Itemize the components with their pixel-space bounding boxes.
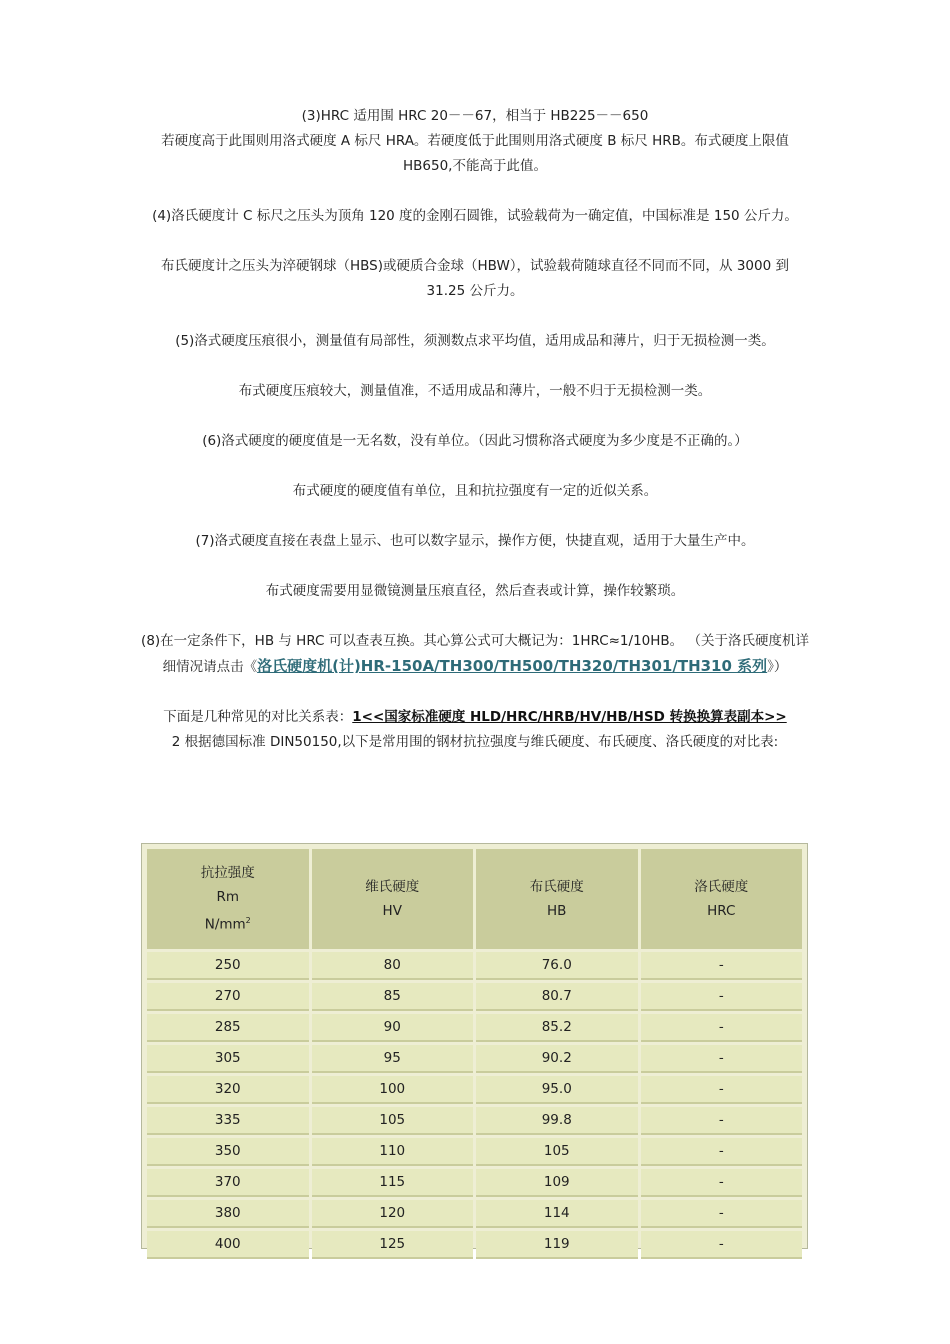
table-cell: 120 [312, 1200, 474, 1228]
table-row [147, 1076, 802, 1104]
header-tensile-strength: 抗拉强度 Rm $N/mm^2$ [147, 849, 309, 949]
table-cell: - [641, 952, 803, 980]
table-cell: 335 [147, 1107, 309, 1135]
table-cell: 90 [312, 1014, 474, 1042]
table-cell: - [641, 1076, 803, 1104]
table-cell: 99.8 [476, 1107, 638, 1135]
paragraph-6b: 布式硬度的硬度值有单位，且和抗拉强度有一定的近似关系。 [292, 483, 658, 499]
table-row [147, 1138, 802, 1166]
table-cell: 350 [147, 1138, 309, 1166]
header-vickers: 维氏硬度 HV [312, 849, 474, 949]
table-cell: - [641, 1107, 803, 1135]
table-row [147, 952, 802, 980]
table-cell: 285 [147, 1014, 309, 1042]
paragraph-7b: 布式硬度需要用显微镜测量压痕直径，然后查表或计算，操作较繁琐。 [265, 583, 685, 599]
table-cell: - [641, 1138, 803, 1166]
table-cell: 270 [147, 983, 309, 1011]
header-rockwell: 洛氏硬度 HRC [641, 849, 803, 949]
paragraph-9 [140, 705, 810, 755]
table-cell: 400 [147, 1231, 309, 1259]
table-cell: 80.7 [476, 983, 638, 1011]
table-row [147, 1169, 802, 1197]
table-cell: 109 [476, 1169, 638, 1197]
table-cell: 305 [147, 1045, 309, 1073]
table-row [147, 1107, 802, 1135]
table-cell: - [641, 983, 803, 1011]
table-header-row [147, 849, 802, 949]
table-cell: 110 [312, 1138, 474, 1166]
table-cell: - [641, 1200, 803, 1228]
table-cell: 80 [312, 952, 474, 980]
paragraph-8-text: (8)在一定条件下，HB 与 HRC 可以查表互换。其心算公式可大概记为：1HRC≈1/10HB。 （关于洛氏硬度机详细情况请点击《 [141, 633, 809, 675]
table-cell: - [641, 1045, 803, 1073]
table-cell: 125 [312, 1231, 474, 1259]
paragraph-8 [140, 629, 810, 680]
table-cell: - [641, 1169, 803, 1197]
table-row [147, 1231, 802, 1259]
paragraph-9-line2: 2 根据德国标准 DIN50150,以下是常用围的钢材抗拉强度与维氏硬度、布氏硬度、洛氏硬度的对比表: [171, 734, 779, 750]
table-cell: 250 [147, 952, 309, 980]
table-cell: - [641, 1014, 803, 1042]
paragraph-5: (5)洛式硬度压痕很小，测量值有局部性，须测数点求平均值，适用成品和薄片，归于无损检测一类。 [175, 333, 775, 349]
table-row [147, 983, 802, 1011]
table-cell: 95 [312, 1045, 474, 1073]
table-row [147, 1014, 802, 1042]
header-brinell: 布氏硬度 HB [476, 849, 638, 949]
paragraph-5b: 布式硬度压痕较大，测量值准，不适用成品和薄片，一般不归于无损检测一类。 [238, 383, 712, 399]
table-cell: 105 [476, 1138, 638, 1166]
document-body [140, 104, 810, 780]
table-cell: 119 [476, 1231, 638, 1259]
table-cell: 90.2 [476, 1045, 638, 1073]
table-cell: 370 [147, 1169, 309, 1197]
table-cell: 114 [476, 1200, 638, 1228]
paragraph-6: (6)洛式硬度的硬度值是一无名数，没有单位。（因此习惯称洛式硬度为多少度是不正确的。） [202, 433, 748, 449]
hardness-tester-link[interactable]: 洛氏硬度机(计)HR-150A/TH300/TH500/TH320/TH301/TH310 系列 [257, 657, 768, 675]
table-cell: 76.0 [476, 952, 638, 980]
table-cell: 105 [312, 1107, 474, 1135]
table-cell: 95.0 [476, 1076, 638, 1104]
table-cell: 85.2 [476, 1014, 638, 1042]
hardness-comparison-table [141, 843, 808, 1252]
table-cell: 320 [147, 1076, 309, 1104]
paragraph-9-text: 下面是几种常见的对比关系表： [163, 709, 353, 725]
comparison-table [144, 846, 805, 1262]
table-row [147, 1200, 802, 1228]
paragraph-4b: 布氏硬度计之压头为淬硬钢球（HBS)或硬质合金球（HBW），试验载荷随球直径不同而不同，从 3000 到 31.25 公斤力。 [161, 258, 789, 299]
paragraph-3-line1: (3)HRC 适用围 HRC 20－－67，相当于 HB225－－650 [301, 108, 649, 124]
table-cell: 115 [312, 1169, 474, 1197]
table-cell: 100 [312, 1076, 474, 1104]
table-row [147, 1045, 802, 1073]
paragraph-3-line2: 若硬度高于此围则用洛式硬度 A 标尺 HRA。若硬度低于此围则用洛式硬度 B 标尺 HRB。布式硬度上限值 HB650,不能高于此值。 [161, 133, 789, 174]
paragraph-4: (4)洛氏硬度计 C 标尺之压头为顶角 120 度的金刚石圆锥，试验载荷为一确定值，中国标准是 150 公斤力。 [152, 208, 798, 224]
table-cell: - [641, 1231, 803, 1259]
table-cell: 380 [147, 1200, 309, 1228]
table-cell: 85 [312, 983, 474, 1011]
paragraph-8-suffix: 》） [767, 659, 788, 675]
paragraph-7: (7)洛式硬度直接在表盘上显示、也可以数字显示，操作方便，快捷直观，适用于大量生产中。 [195, 533, 755, 549]
conversion-table-link[interactable]: 1<<国家标准硬度 HLD/HRC/HRB/HV/HB/HSD 转换换算表副本>> [352, 709, 787, 725]
